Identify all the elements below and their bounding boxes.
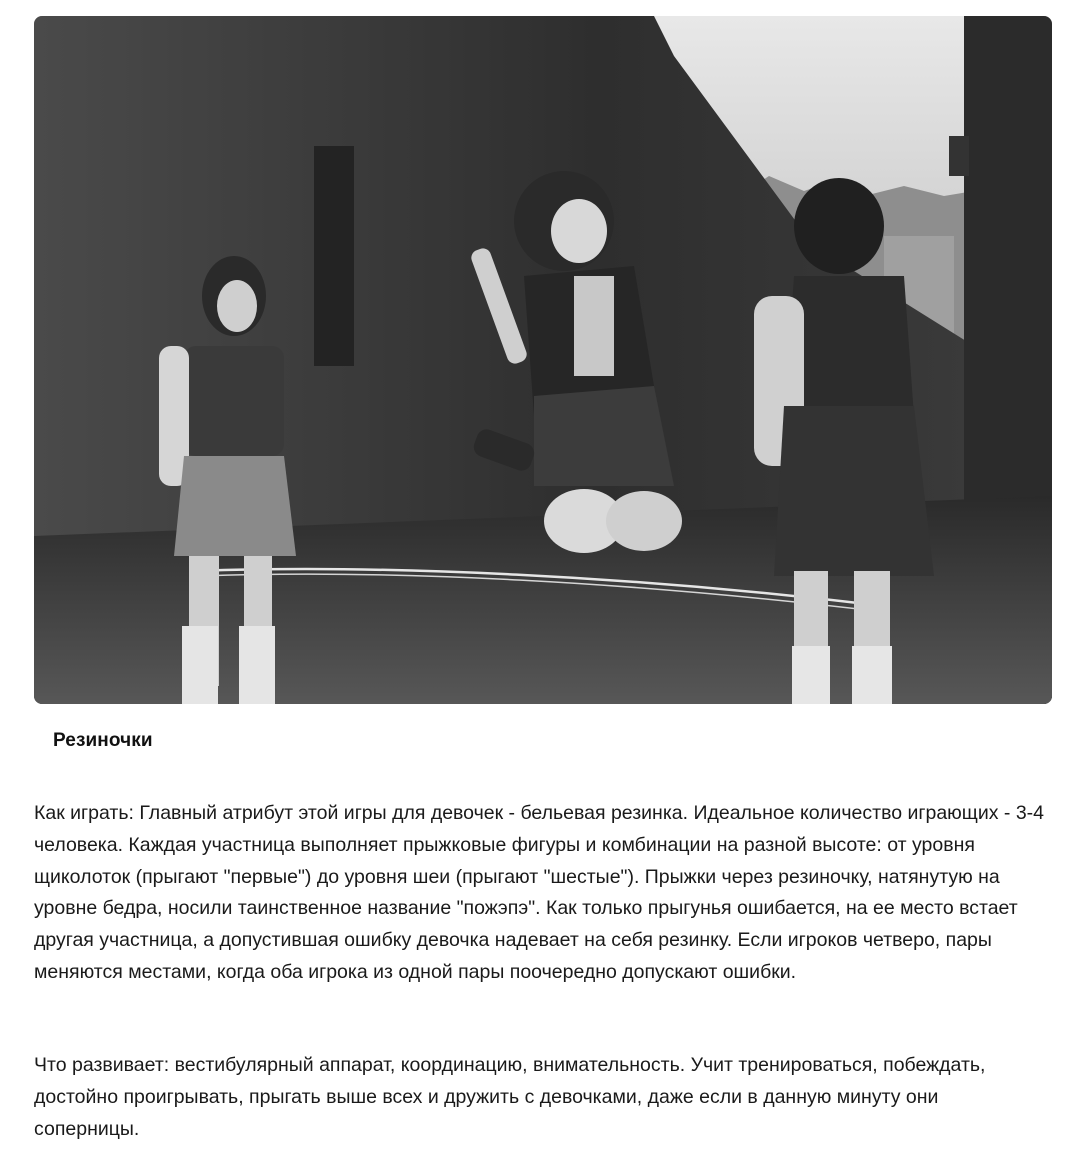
girls-jumping-elastic-illustration <box>34 16 1052 704</box>
how-to-play-paragraph: Как играть: Главный атрибут этой игры для девочек - бельевая резинка. Идеальное количество играющих - 3-4 человека. Каждая участница выполняет прыжковые фигуры и комбинации на разной высоте: от уровня щиколоток (прыгают "первые") до уровня шеи (прыгают "шестые"). Прыжки через резиночку, натянутую на уровне бедра, носили таинственное название "пожэпэ". Как только прыгунья ошибается, на ее место встает другая участница, а допустившая ошибку девочка надевает на себя резинку. Если игроков четверо, пары меняются местами, когда оба игрока из одной пары поочередно допускают ошибки. <box>34 802 1045 983</box>
photo-caption: Резиночки <box>53 730 153 751</box>
what-it-develops-paragraph: Что развивает: вестибулярный аппарат, координацию, внимательность. Учит тренироваться, побеждать, достойно проигрывать, прыгать выше всех и дружить с девочками, даже если в данную минуту они соперницы. <box>34 1054 986 1140</box>
black-and-white-photo <box>34 16 1052 704</box>
